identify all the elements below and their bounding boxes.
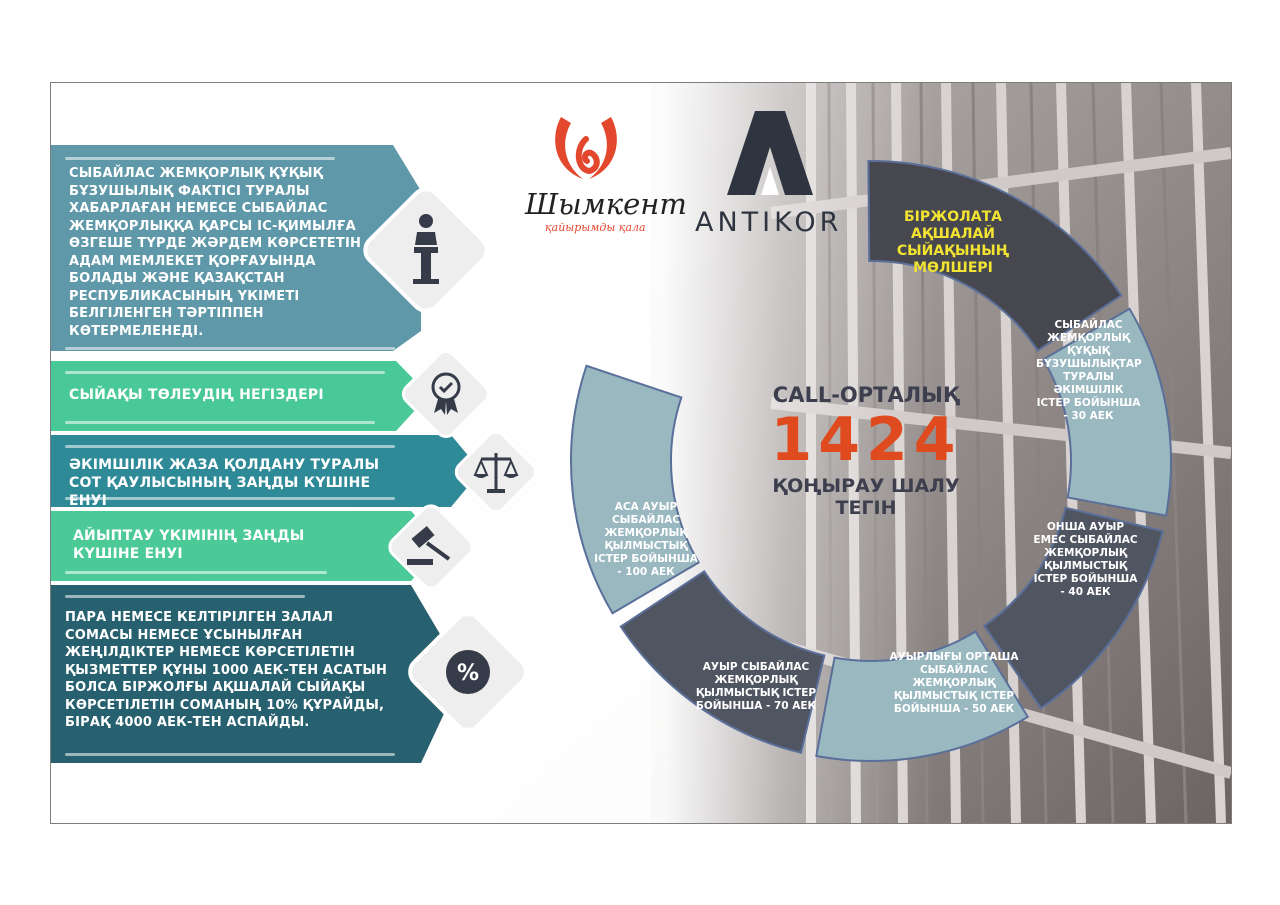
band-text-2: СЫЙАҚЫ ТӨЛЕУДІҢ НЕГІЗДЕРІ bbox=[69, 387, 324, 403]
segment-label-1: БІРЖОЛАТА АҚШАЛАЙ СЫЙАҚЫНЫҢ МӨЛШЕРІ bbox=[896, 209, 1010, 276]
segment-label-4: АУЫРЛЫҒЫ ОРТАША СЫБАЙЛАС ЖЕМҚОРЛЫҚ ҚЫЛМЫСТЫҚ ІСТЕР БОЙЫНША - 50 АЕК bbox=[889, 651, 1019, 715]
call-center-number: 1424 bbox=[770, 405, 962, 475]
band-text-5: ПАРА НЕМЕСЕ КЕЛТІРІЛГЕН ЗАЛАЛ СОМАСЫ НЕМЕСЕ ҰСЫНЫЛҒАН ЖЕҢІЛДІКТЕР НЕМЕСЕ КӨРСЕТІЛЕТІН ҚЫЗМЕТТЕР ҚҰНЫ 1000 АЕК-ТЕН АСАТЫН БОЛСА БІРЖОЛҒЫ АҚШАЛАЙ СЫЙАҚЫ КӨРСЕТІЛЕТІН СОМАНЫҢ 10% ҚҰРАЙДЫ, БІРАҚ 4000 АЕК-ТЕН АСПАЙДЫ. bbox=[65, 610, 388, 730]
band-text-1: СЫБАЙЛАС ЖЕМҚОРЛЫҚ ҚҰҚЫҚ БҰЗУШЫЛЫҚ ФАКТІСІ ТУРАЛЫ ХАБАРЛАҒАН НЕМЕСЕ СЫБАЙЛАС ЖЕМҚОРЛЫҚҚА ҚАРСЫ ІС-ҚИМЫЛҒА ӨЗГЕШЕ ТҮРДЕ ЖӘРДЕМ КӨРСЕТЕТІН АДАМ МЕМЛЕКЕТ ҚОРҒАУЫНДА БОЛАДЫ ЖӘНЕ ҚАЗАҚСТАН РЕСПУБЛИКАСЫНЫҢ ҮКІМЕТІ БЕЛГІЛЕНГЕН ТӘРТІППЕН КӨТЕРМЕЛЕНЕДІ. bbox=[69, 166, 362, 339]
antikor-wordmark: ANTIKOR bbox=[695, 207, 843, 238]
city-name: Шымкент bbox=[525, 187, 687, 221]
call-free-label-2: ТЕГІН bbox=[835, 497, 897, 519]
city-slogan: қайырымды қала bbox=[545, 221, 646, 234]
band-text-4: АЙЫПТАУ ҮКІМІНІҢ ЗАҢДЫ КҮШІНЕ ЕНУІ bbox=[73, 528, 305, 562]
call-center-label: CALL-ОРТАЛЫҚ bbox=[772, 383, 960, 407]
svg-text:%: % bbox=[456, 661, 480, 686]
segment-label-3: ОНША АУЫР ЕМЕС СЫБАЙЛАС ЖЕМҚОРЛЫҚ ҚЫЛМЫСТЫҚ ІСТЕР БОЙЫНША - 40 АЕК bbox=[1033, 521, 1138, 598]
reward-ring-diagram bbox=[51, 83, 1231, 823]
infographic-poster bbox=[50, 82, 1232, 824]
segment-label-2: СЫБАЙЛАС ЖЕМҚОРЛЫҚ ҚҰҚЫҚ БҰЗУШЫЛЫҚТАР ТУРАЛЫ ӘКІМШІЛІК ІСТЕР БОЙЫНША - 30 АЕК bbox=[1036, 319, 1142, 422]
segment-label-5: АУЫР СЫБАЙЛАС ЖЕМҚОРЛЫҚ ҚЫЛМЫСТЫҚ ІСТЕР БОЙЫНША - 70 АЕК bbox=[695, 661, 817, 712]
band-text-3: ӘКІМШІЛІК ЖАЗА ҚОЛДАНУ ТУРАЛЫ СОТ ҚАУЛЫСЫНЫҢ ЗАҢДЫ КҮШІНЕ ЕНУІ bbox=[69, 457, 380, 509]
call-free-label-1: ҚОҢЫРАУ ШАЛУ bbox=[772, 475, 960, 497]
segment-label-6: АСА АУЫР СЫБАЙЛАС ЖЕМҚОРЛЫҚ ҚЫЛМЫСТЫҚ ІСТЕР БОЙЫНША - 100 АЕК bbox=[594, 501, 698, 578]
